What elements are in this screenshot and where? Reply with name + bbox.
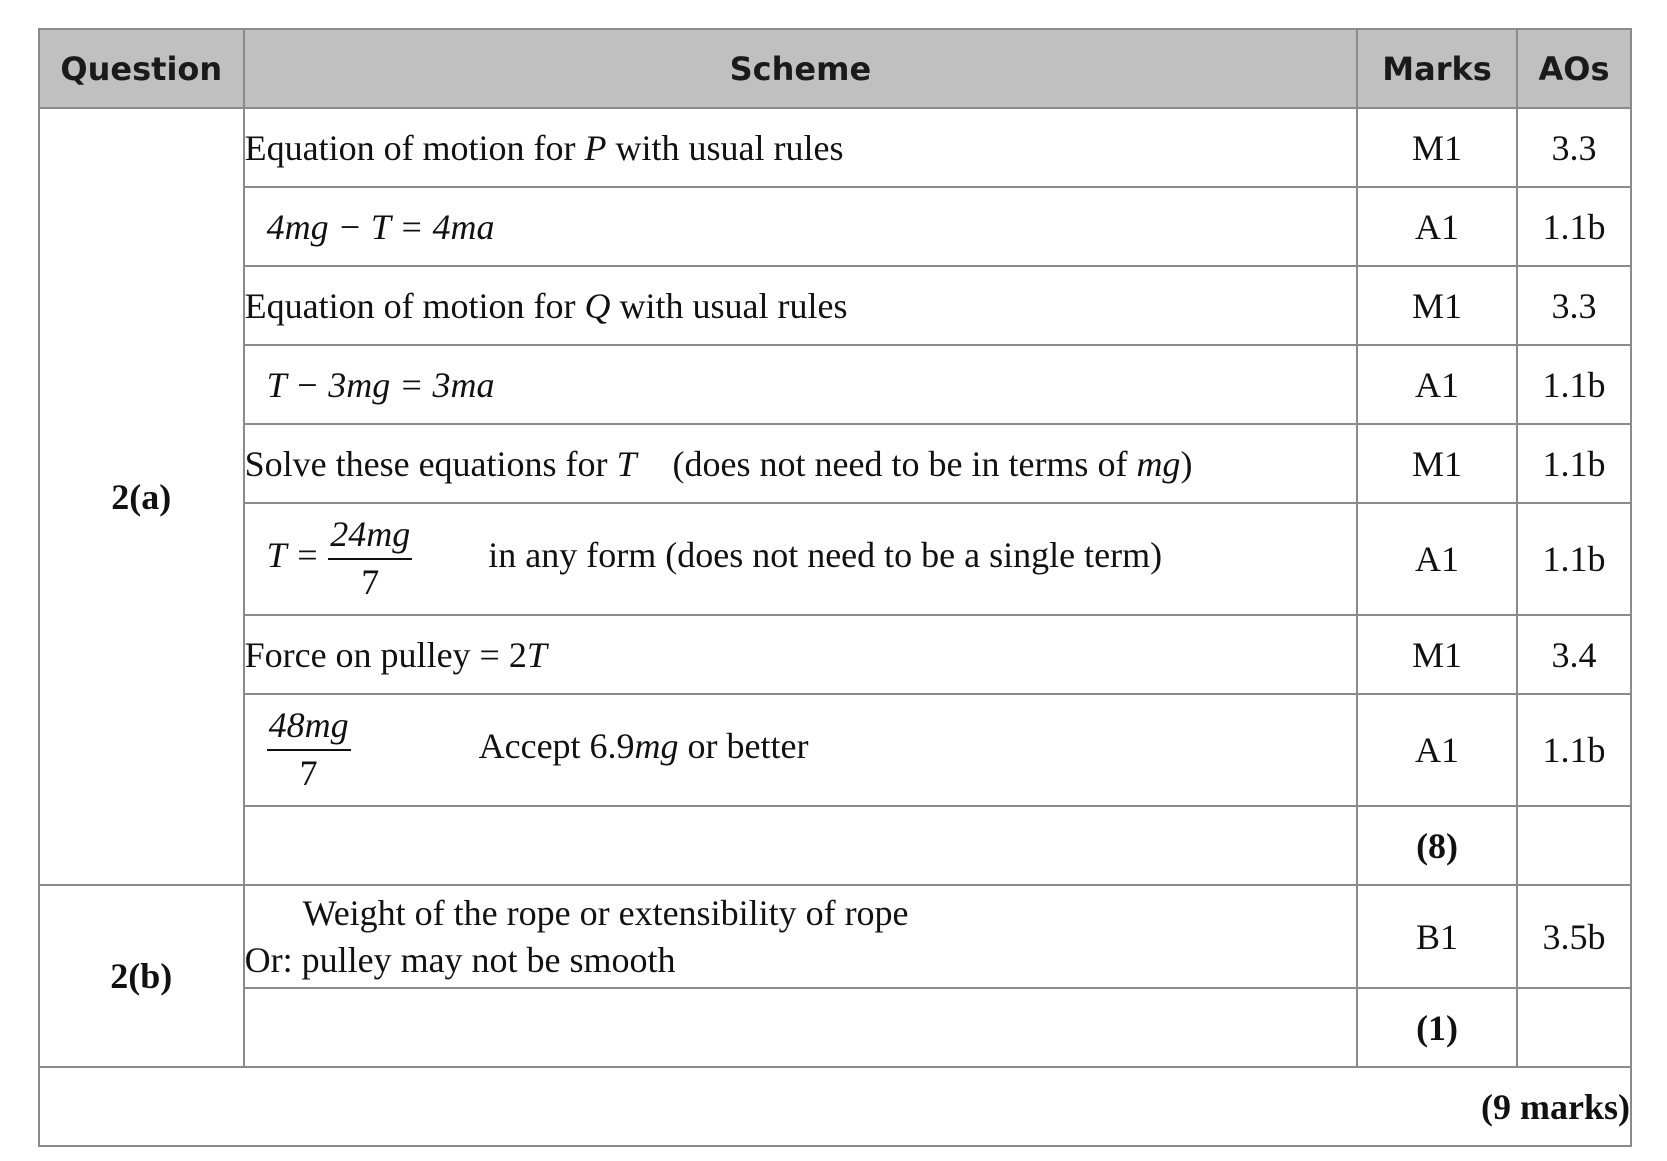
ao-cell-empty [1517, 806, 1631, 885]
mark-cell: M1 [1357, 108, 1517, 187]
ao-cell: 3.4 [1517, 615, 1631, 694]
subtotal-row [39, 806, 1631, 885]
scheme-text: (does not need to be in terms of [636, 443, 1137, 484]
ao-cell: 1.1b [1517, 187, 1631, 266]
scheme-note: or better [678, 726, 809, 767]
header-marks: Marks [1357, 29, 1517, 108]
scheme-cell-empty [244, 806, 1358, 885]
scheme-variable: T [526, 634, 547, 675]
scheme-text: ) [1180, 443, 1193, 484]
scheme-cell-empty [244, 988, 1358, 1067]
table-row [39, 694, 1631, 806]
scheme-cell [244, 108, 1358, 187]
subtotal-row [39, 988, 1631, 1067]
scheme-text: Equation of motion for [244, 285, 585, 326]
scheme-cell [244, 615, 1358, 694]
table-row [39, 345, 1631, 424]
scheme-text: Weight of the rope or extensibility of rope [302, 892, 909, 933]
total-marks: (9 marks) [39, 1067, 1631, 1146]
scheme-note: in any form (does not need to be a single term) [488, 535, 1163, 576]
mark-cell: M1 [1357, 424, 1517, 503]
mark-cell: A1 [1357, 694, 1517, 806]
scheme-variable: Q [584, 285, 611, 326]
fraction [267, 707, 351, 793]
ao-cell: 3.3 [1517, 108, 1631, 187]
ao-cell: 1.1b [1517, 424, 1631, 503]
question-label-2a: 2(a) [39, 108, 244, 885]
ao-cell: 1.1b [1517, 503, 1631, 615]
equation-cell: 4mg − T = 4ma [244, 187, 1358, 266]
scheme-cell [244, 885, 1358, 988]
scheme-variable: P [584, 127, 607, 168]
table-row [39, 108, 1631, 187]
scheme-cell [244, 424, 1358, 503]
scheme-cell [244, 503, 1358, 615]
scheme-note: Accept 6.9 [478, 726, 635, 767]
subtotal-mark: (8) [1357, 806, 1517, 885]
table-row [39, 615, 1631, 694]
scheme-variable: mg [1136, 443, 1181, 484]
table-row [39, 266, 1631, 345]
ao-cell: 3.5b [1517, 885, 1631, 988]
scheme-text: Solve these equations for [244, 443, 617, 484]
mark-cell: M1 [1357, 615, 1517, 694]
ao-cell: 3.3 [1517, 266, 1631, 345]
scheme-text: Equation of motion for [244, 127, 585, 168]
fraction-numerator: 24mg [328, 516, 412, 560]
ao-cell: 1.1b [1517, 345, 1631, 424]
table-row [39, 187, 1631, 266]
header-aos: AOs [1517, 29, 1631, 108]
mark-scheme-table [38, 28, 1632, 1147]
mark-cell: A1 [1357, 187, 1517, 266]
mark-cell: A1 [1357, 503, 1517, 615]
total-row [39, 1067, 1631, 1146]
equation-cell: T − 3mg = 3ma [244, 345, 1358, 424]
table-row [39, 424, 1631, 503]
scheme-cell [244, 694, 1358, 806]
table-row [39, 503, 1631, 615]
scheme-text: Force on pulley = 2 [244, 634, 527, 675]
mark-cell: A1 [1357, 345, 1517, 424]
scheme-variable: T [616, 443, 637, 484]
subtotal-mark: (1) [1357, 988, 1517, 1067]
scheme-cell [244, 266, 1358, 345]
scheme-text: with usual rules [606, 127, 844, 168]
fraction-denominator: 7 [299, 753, 318, 793]
header-scheme: Scheme [244, 29, 1358, 108]
scheme-variable: mg [634, 726, 679, 767]
mark-cell: M1 [1357, 266, 1517, 345]
fraction [328, 516, 412, 602]
fraction-denominator: 7 [361, 562, 380, 602]
scheme-text: with usual rules [610, 285, 848, 326]
header-question: Question [39, 29, 244, 108]
question-label-2b: 2(b) [39, 885, 244, 1067]
header-row [39, 29, 1631, 108]
mark-cell: B1 [1357, 885, 1517, 988]
ao-cell-empty [1517, 988, 1631, 1067]
scheme-text: Or: pulley may not be smooth [244, 939, 676, 980]
ao-cell: 1.1b [1517, 694, 1631, 806]
fraction-numerator: 48mg [267, 707, 351, 751]
equation-lhs: T = [266, 535, 320, 576]
table-row [39, 885, 1631, 988]
